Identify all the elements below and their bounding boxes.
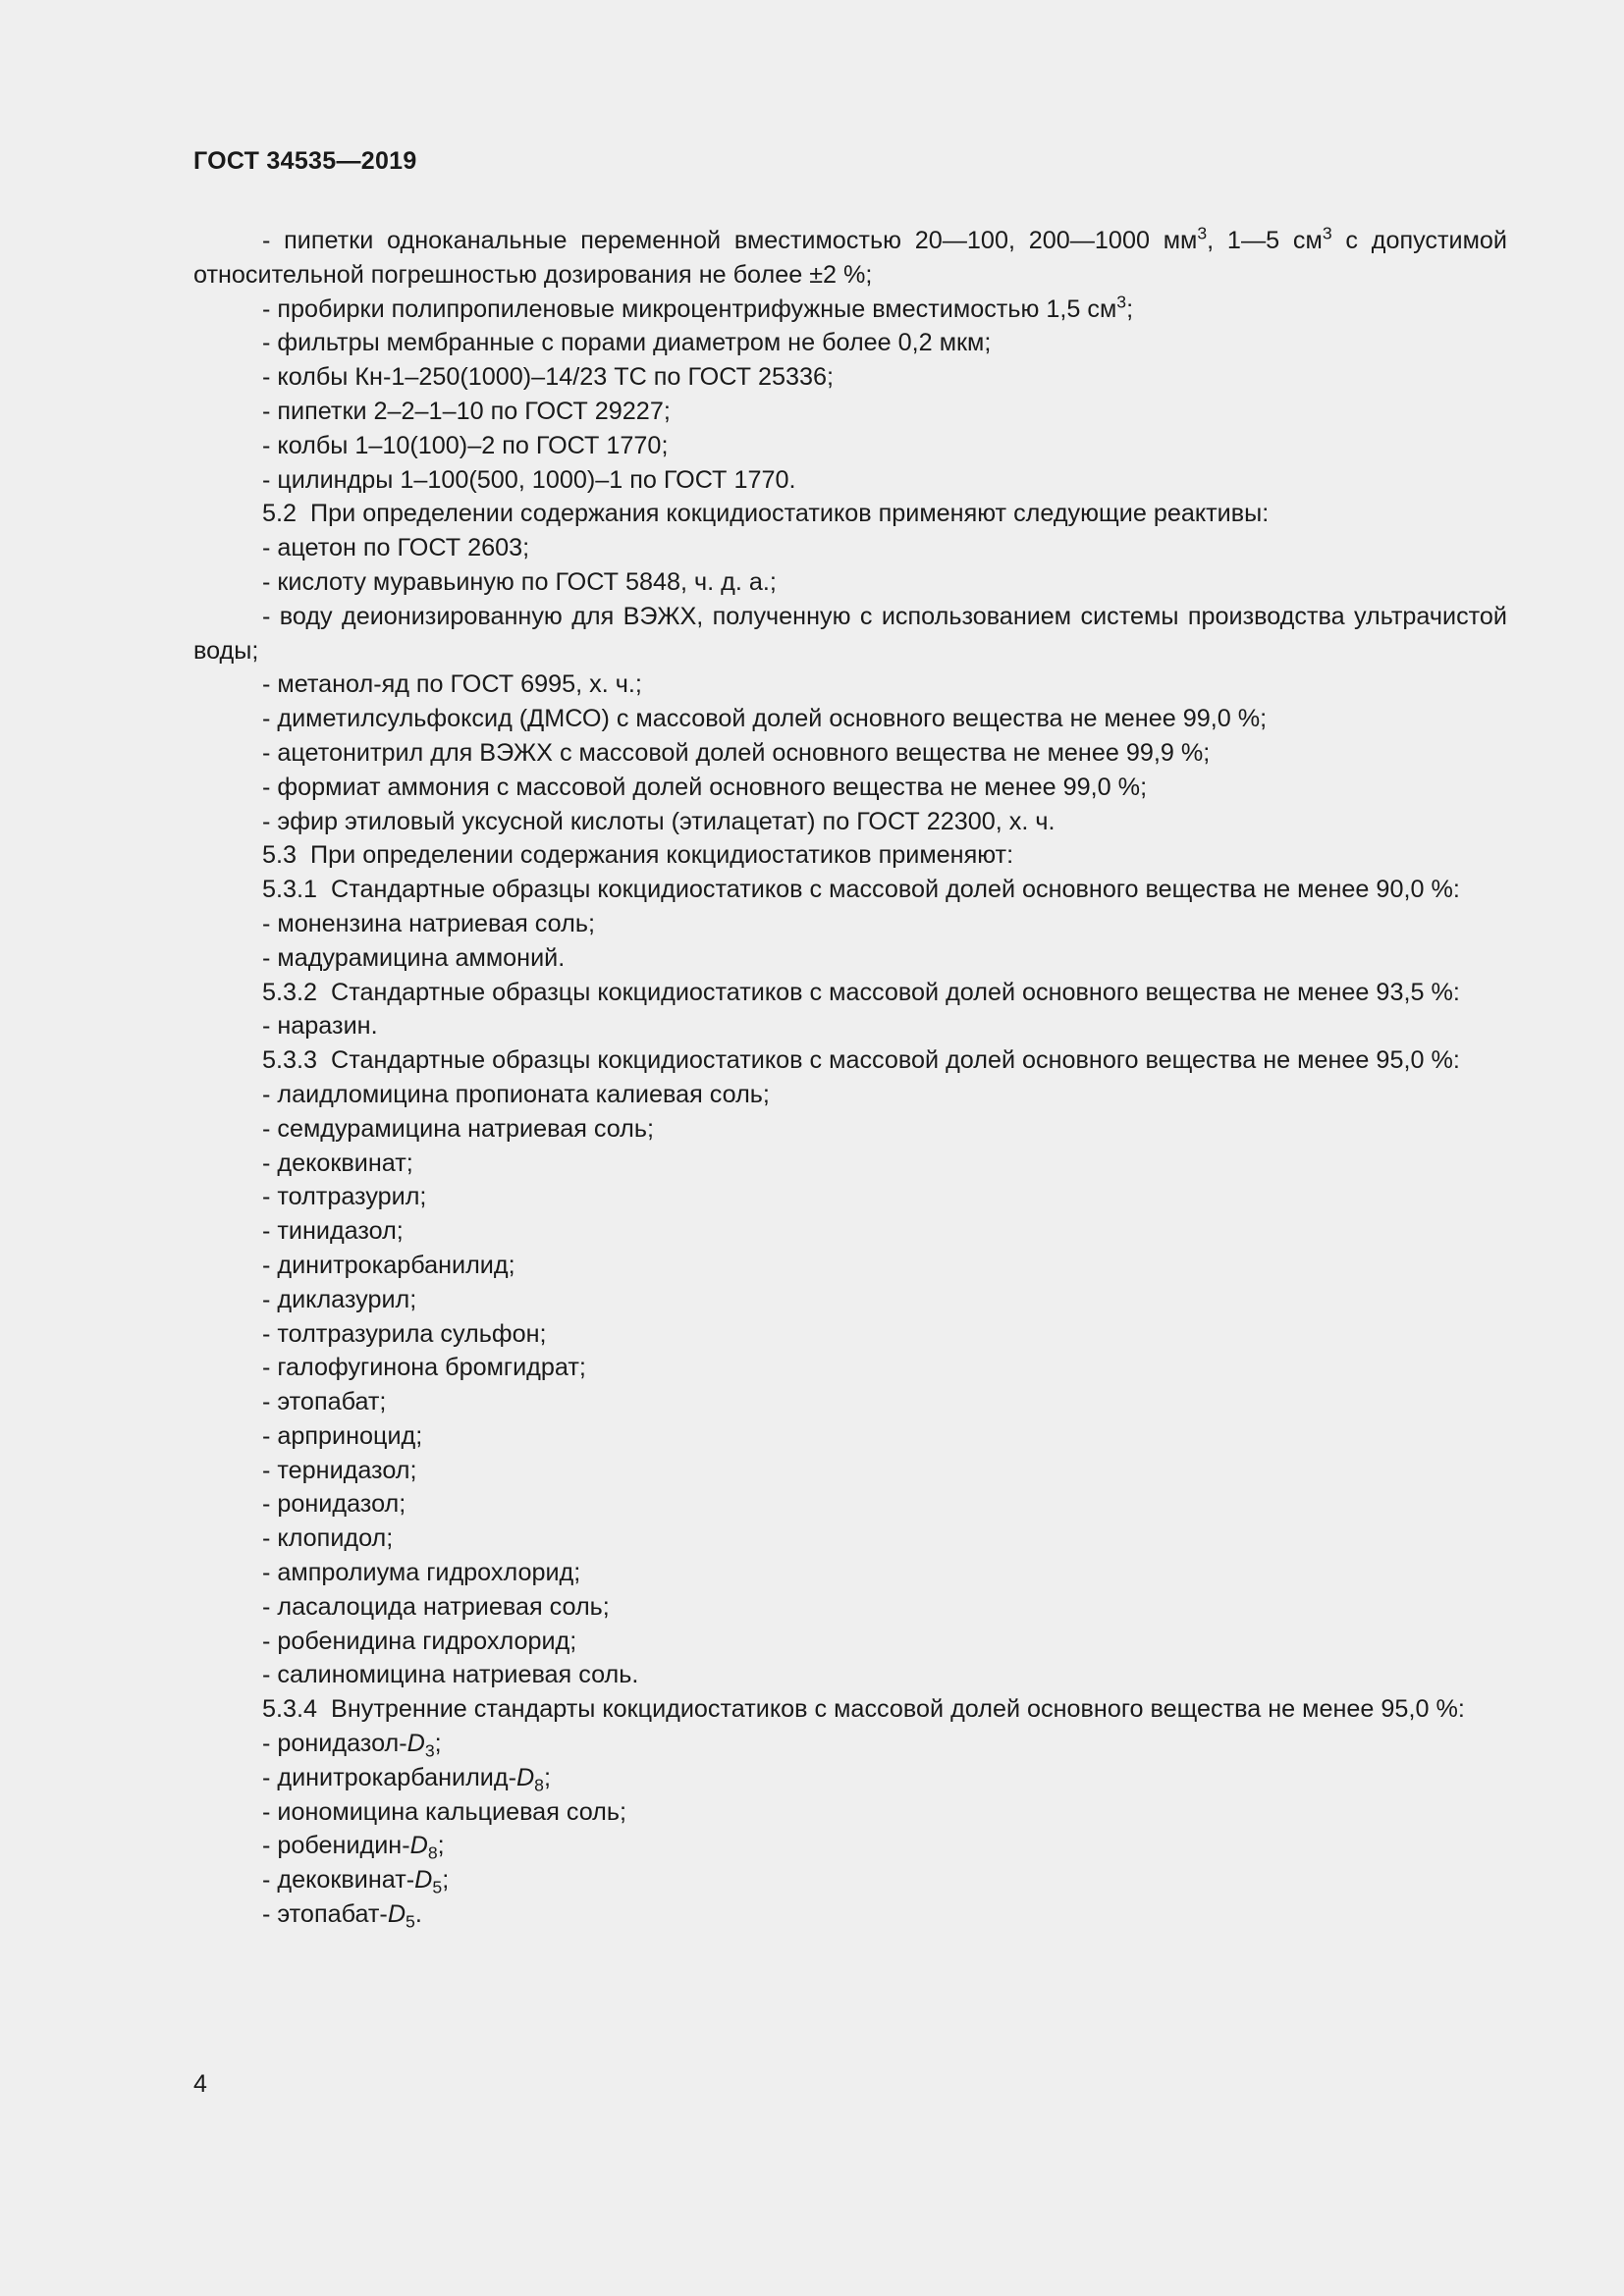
- italic-symbol: D: [515, 1763, 535, 1791]
- paragraph: [193, 1043, 1507, 1078]
- paragraph: [193, 1761, 1507, 1795]
- text-run: - салиномицина натриевая соль.: [262, 1661, 639, 1689]
- text-run: - тинидазол;: [262, 1217, 404, 1246]
- paragraph: [193, 1283, 1507, 1317]
- paragraph: [193, 941, 1507, 976]
- subscript: 5: [432, 1877, 443, 1897]
- text-run: - этопабат-: [262, 1900, 388, 1929]
- paragraph: [193, 1795, 1507, 1830]
- text-run: - кислоту муравьиную по ГОСТ 5848, ч. д. а.;: [262, 567, 777, 596]
- paragraph: [193, 1078, 1507, 1112]
- text-run: - робенидина гидрохлорид;: [262, 1627, 577, 1655]
- paragraph: [193, 1897, 1507, 1932]
- italic-symbol: D: [387, 1900, 406, 1929]
- text-run: - толтразурила сульфон;: [262, 1319, 547, 1348]
- text-run: - пипетки одноканальные переменной вместимостью 20—100, 200—1000 мм: [262, 227, 1198, 254]
- paragraph: [193, 1147, 1507, 1181]
- paragraph: [193, 1351, 1507, 1385]
- text-run: ;: [1126, 294, 1134, 323]
- text-run: - эфир этиловый уксусной кислоты (этилацетат) по ГОСТ 22300, х. ч.: [262, 807, 1056, 835]
- text-run: - наразин.: [262, 1012, 378, 1041]
- text-run: - воду деионизированную для ВЭЖХ, полученную с использованием системы производства ультрачистой воды;: [193, 602, 1514, 665]
- text-run: - монензина натриевая соль;: [262, 909, 595, 937]
- paragraph: [193, 1419, 1507, 1454]
- paragraph: [193, 1625, 1507, 1659]
- paragraph: [193, 429, 1507, 463]
- text-run: - галофугинона бромгидрат;: [262, 1354, 586, 1382]
- paragraph: [193, 702, 1507, 736]
- text-run: 5.3.3 Стандартные образцы кокцидиостатиков с массовой долей основного вещества не менее 95,0 %:: [262, 1046, 1460, 1075]
- text-run: ;: [434, 1730, 442, 1758]
- subscript: 8: [427, 1842, 438, 1863]
- paragraph: [193, 326, 1507, 360]
- text-run: - ласалоцида натриевая соль;: [262, 1592, 610, 1621]
- paragraph: [193, 497, 1507, 531]
- paragraph: [193, 736, 1507, 771]
- paragraph: [193, 1317, 1507, 1352]
- paragraph: [193, 1180, 1507, 1214]
- text-run: - пробирки полипропиленовые микроцентрифужные вместимостью 1,5 см: [262, 294, 1117, 323]
- paragraph: [193, 600, 1514, 668]
- text-run: - метанол-яд по ГОСТ 6995, х. ч.;: [262, 670, 642, 699]
- text-run: - ампролиума гидрохлорид;: [262, 1559, 581, 1587]
- text-run: - ронидазол;: [262, 1490, 406, 1519]
- text-run: - семдурамицина натриевая соль;: [262, 1114, 655, 1143]
- paragraph: [193, 463, 1507, 498]
- paragraph: [193, 1009, 1507, 1043]
- text-run: - ацетон по ГОСТ 2603;: [262, 534, 530, 562]
- paragraph: [193, 1522, 1507, 1556]
- paragraph: [193, 395, 1507, 429]
- text-run: - динитрокарбанилид-: [262, 1763, 516, 1791]
- text-run: - диклазурил;: [262, 1285, 417, 1313]
- text-run: - мадурамицина аммоний.: [262, 943, 566, 972]
- paragraph: [193, 531, 1507, 565]
- text-run: ;: [442, 1866, 450, 1895]
- italic-symbol: D: [409, 1832, 428, 1860]
- text-run: 5.3.4 Внутренние стандарты кокцидиостатиков с массовой долей основного вещества не менее 95,0 %:: [262, 1695, 1465, 1724]
- text-run: - ацетонитрил для ВЭЖХ с массовой долей основного вещества не менее 99,9 %;: [262, 738, 1211, 767]
- paragraph: [193, 565, 1507, 600]
- paragraph: [193, 907, 1507, 941]
- text-run: 5.3.2 Стандартные образцы кокцидиостатиков с массовой долей основного вещества не менее 93,5 %:: [262, 978, 1460, 1006]
- paragraph: [193, 1249, 1507, 1283]
- text-run: - робенидин-: [262, 1832, 410, 1860]
- subscript: 8: [534, 1775, 544, 1795]
- paragraph: [193, 838, 1507, 873]
- document-body: [193, 223, 1514, 1932]
- subscript: 3: [424, 1740, 435, 1761]
- text-run: - этопабат;: [262, 1388, 387, 1416]
- paragraph: [193, 1385, 1507, 1419]
- paragraph: [193, 1214, 1507, 1249]
- document-header: ГОСТ 34535—2019: [193, 147, 417, 175]
- text-run: - колбы 1–10(100)–2 по ГОСТ 1770;: [262, 431, 669, 459]
- paragraph: [193, 1692, 1507, 1727]
- paragraph: [193, 1112, 1507, 1147]
- text-run: ;: [543, 1763, 551, 1791]
- text-run: - декоквинат-: [262, 1866, 415, 1895]
- paragraph: [193, 1727, 1507, 1761]
- paragraph: [193, 1590, 1507, 1625]
- text-run: - толтразурил;: [262, 1183, 427, 1211]
- text-run: - пипетки 2–2–1–10 по ГОСТ 29227;: [262, 397, 671, 425]
- superscript: 3: [1197, 223, 1208, 243]
- superscript: 3: [1322, 223, 1332, 243]
- text-run: - колбы Кн-1–250(1000)–14/23 ТС по ГОСТ 25336;: [262, 363, 835, 392]
- text-run: 5.3 При определении содержания кокцидиостатиков применяют:: [262, 841, 1014, 870]
- paragraph: [193, 1454, 1507, 1488]
- text-run: - фильтры мембранные с порами диаметром не более 0,2 мкм;: [262, 329, 992, 357]
- text-run: - тернидазол;: [262, 1456, 417, 1484]
- paragraph: [193, 1863, 1507, 1897]
- text-run: - декоквинат;: [262, 1148, 413, 1177]
- text-run: ;: [437, 1832, 445, 1860]
- paragraph: [193, 771, 1507, 805]
- paragraph: [193, 360, 1507, 395]
- paragraph: [193, 223, 1514, 293]
- text-run: 5.3.1 Стандартные образцы кокцидиостатиков с массовой долей основного вещества не менее 90,0 %:: [262, 876, 1460, 904]
- text-run: , 1—5 см: [1207, 227, 1323, 254]
- text-run: - клопидол;: [262, 1524, 394, 1553]
- text-run: - иономицина кальциевая соль;: [262, 1797, 626, 1826]
- paragraph: [193, 667, 1507, 702]
- italic-symbol: D: [406, 1730, 425, 1758]
- text-run: - цилиндры 1–100(500, 1000)–1 по ГОСТ 1770.: [262, 465, 796, 494]
- text-run: - формиат аммония с массовой долей основного вещества не менее 99,0 %;: [262, 773, 1148, 801]
- text-run: - лаидломицина пропионата калиевая соль;: [262, 1080, 770, 1108]
- paragraph: [193, 805, 1507, 839]
- subscript: 5: [406, 1911, 415, 1932]
- paragraph: [193, 1556, 1507, 1590]
- paragraph: [193, 976, 1507, 1010]
- text-run: .: [414, 1900, 422, 1929]
- text-run: - динитрокарбанилид;: [262, 1251, 515, 1279]
- text-run: - диметилсульфоксид (ДМСО) с массовой долей основного вещества не менее 99,0 %;: [262, 705, 1268, 733]
- italic-symbol: D: [414, 1866, 433, 1895]
- paragraph: [193, 873, 1507, 907]
- paragraph: [193, 293, 1507, 327]
- page-number: 4: [193, 2070, 207, 2098]
- text-run: с допустимой относительной погрешностью дозирования не более ±2 %;: [193, 227, 1514, 289]
- text-run: - ронидазол-: [262, 1730, 407, 1758]
- paragraph: [193, 1829, 1507, 1863]
- paragraph: [193, 1487, 1507, 1522]
- paragraph: [193, 1658, 1507, 1692]
- superscript: 3: [1116, 291, 1127, 311]
- text-run: 5.2 При определении содержания кокцидиостатиков применяют следующие реактивы:: [262, 500, 1270, 528]
- text-run: - арприноцид;: [262, 1421, 423, 1450]
